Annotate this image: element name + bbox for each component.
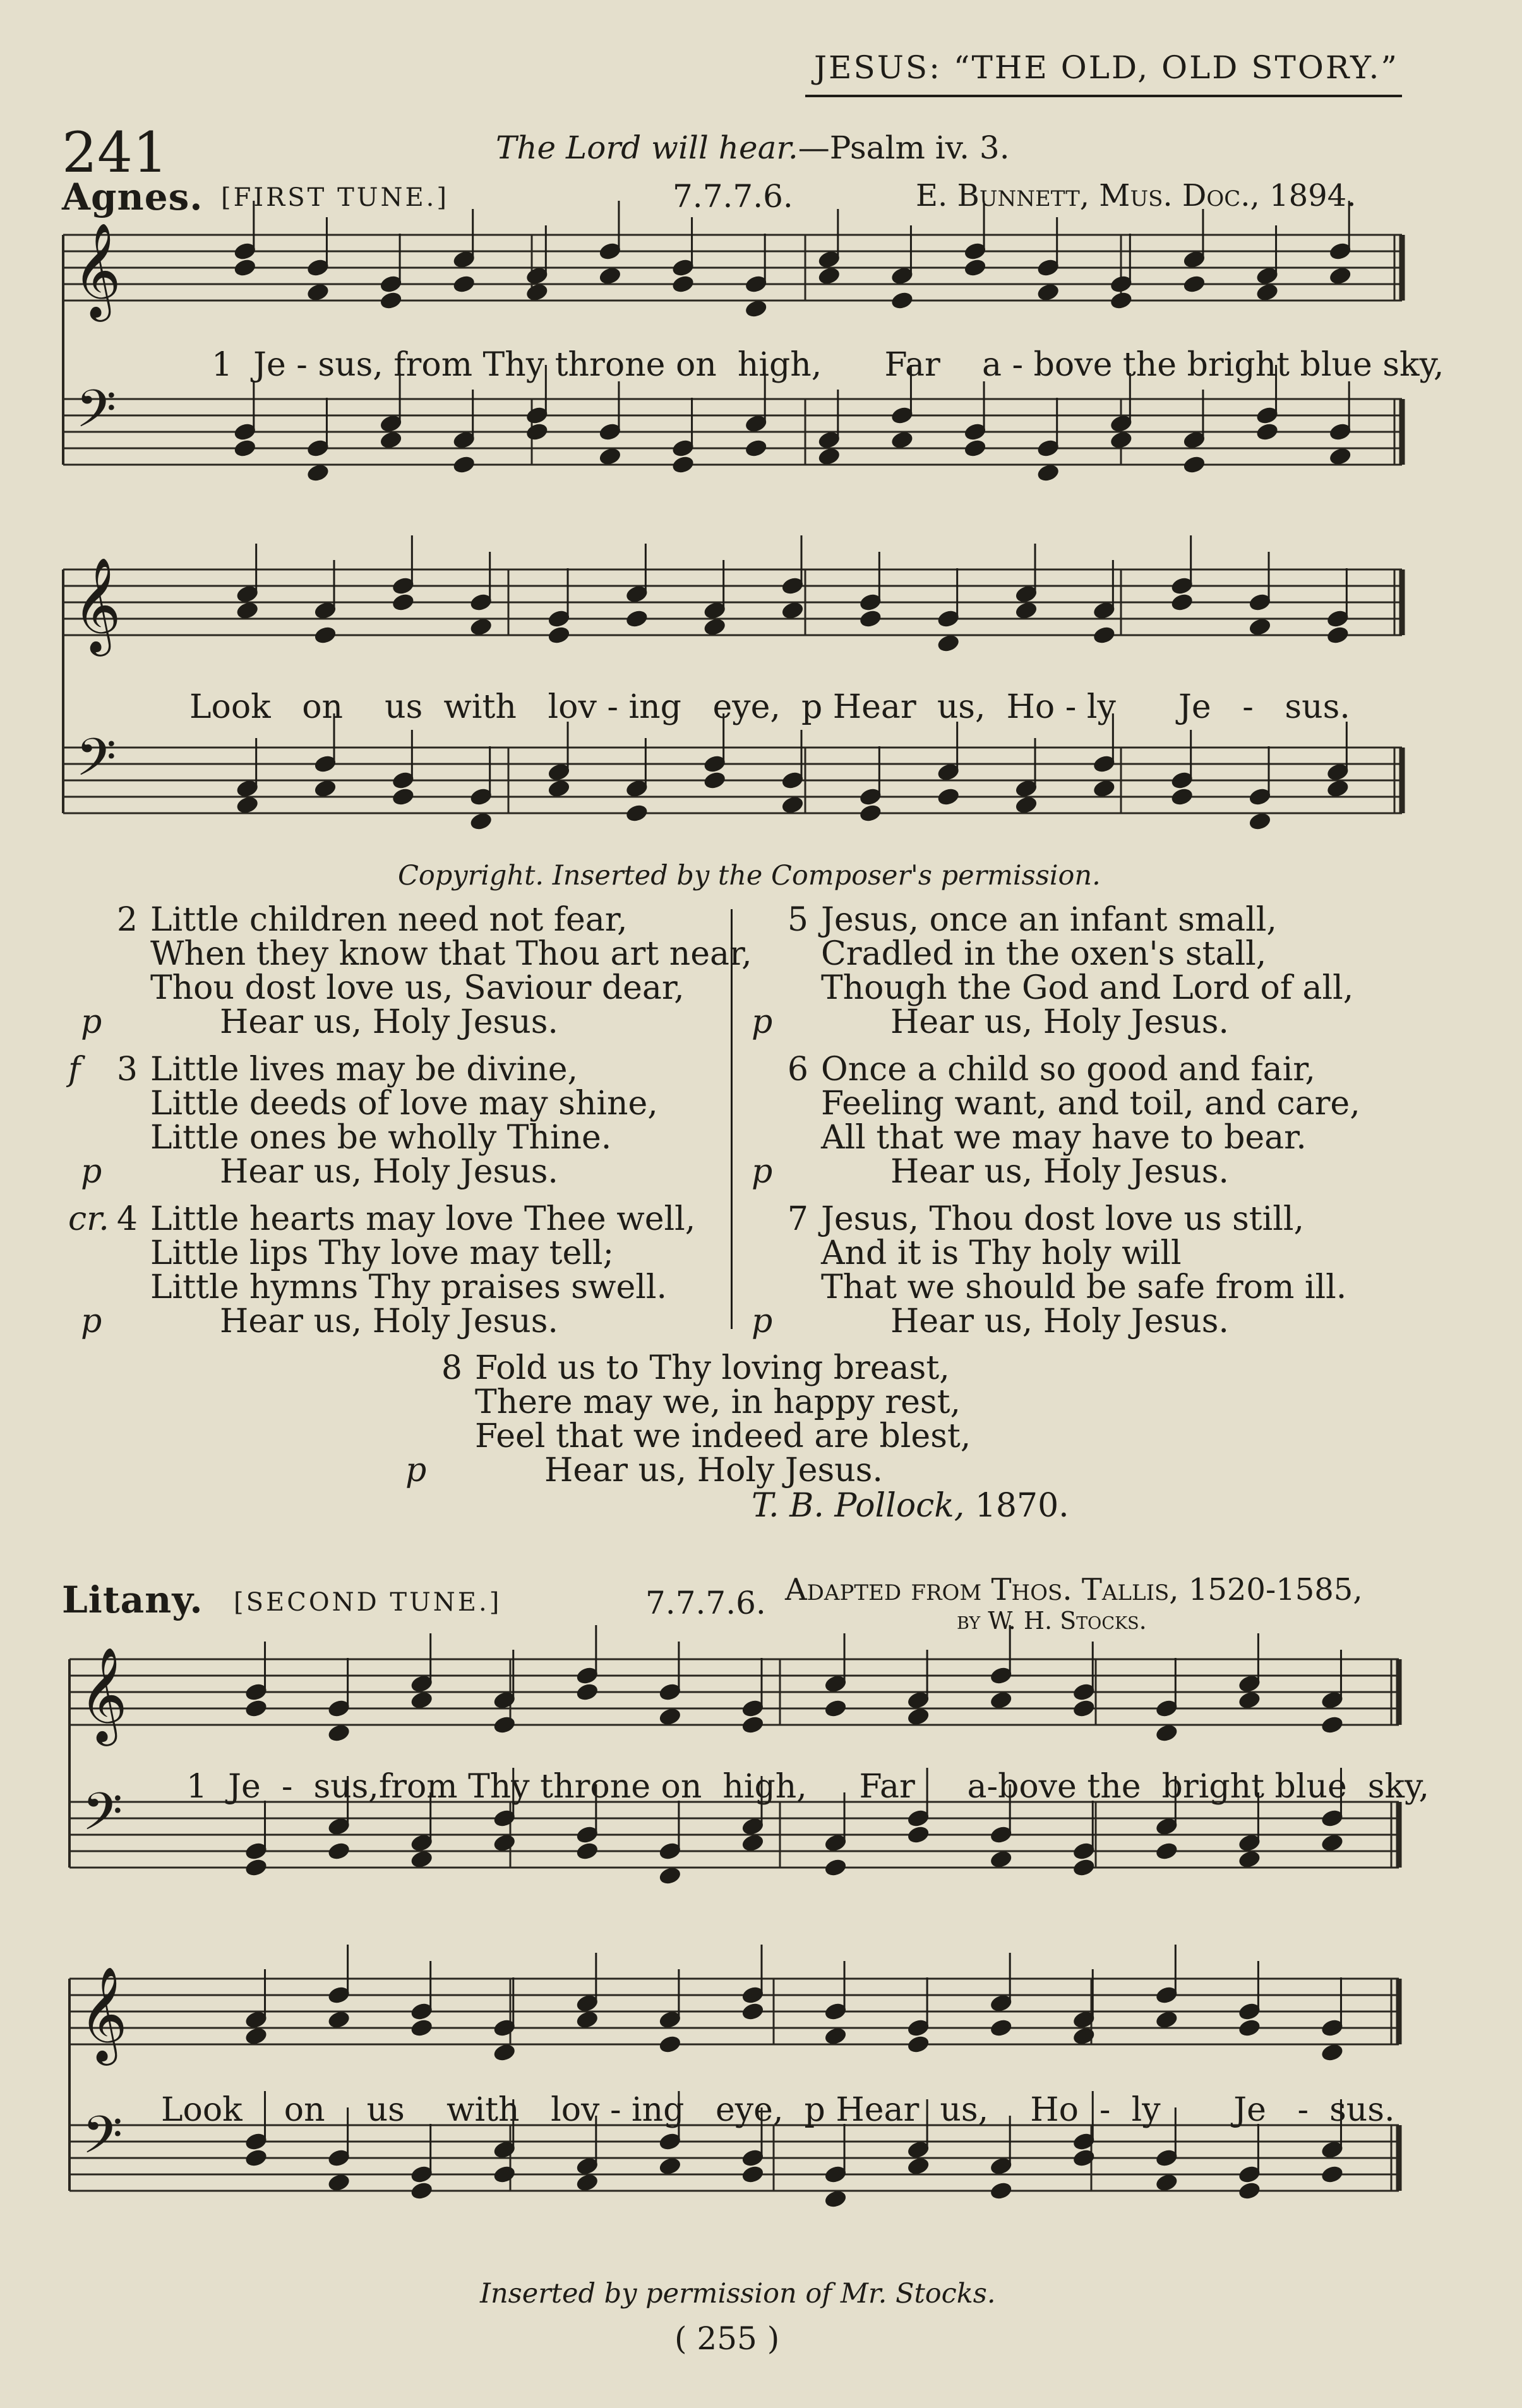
verse-number: 8 [441,1349,462,1387]
first-tune-composer: E. Bunnett, Mus. Doc., 1894. [916,178,1357,213]
first-tune-copyright: Copyright. Inserted by the Composer's permission. [398,860,1101,891]
first-tune-label: [FIRST TUNE.] [221,183,449,212]
page-number: ( 255 ) [674,2320,780,2357]
second-tune-permission: Inserted by permission of Mr. Stocks. [480,2278,996,2310]
second-tune-lyrics-line-2: Look on us with lov - ing eye, p Hear us, Ho - ly Je - sus. [161,2091,1395,2129]
verse-line: Thou dost love us, Saviour dear, [150,969,685,1007]
second-tune-label: [SECOND TUNE.] [234,1588,502,1617]
verse-line: And it is Thy holy will [821,1234,1182,1272]
second-tune-meter: 7.7.7.6. [645,1585,766,1621]
refrain-dynamic: p [752,1153,773,1191]
verse-dynamic: cr. [68,1200,109,1238]
refrain-dynamic: p [752,1003,773,1041]
verse-line: Little lips Thy love may tell; [150,1234,614,1272]
verse-line: Jesus, once an infant small, [821,901,1277,939]
verse-refrain: Hear us, Holy Jesus. [220,1003,558,1041]
verse-line: Little lives may be divine, [150,1051,578,1088]
svg-text:𝄞: 𝄞 [79,1965,128,2061]
verse-line: Little hearts may love Thee well, [150,1200,696,1238]
refrain-dynamic: p [81,1003,102,1041]
verse-line: Little children need not fear, [150,901,628,939]
author-year: 1870. [964,1487,1069,1525]
svg-text:𝄢: 𝄢 [76,378,117,452]
second-tune-name: Litany. [62,1578,203,1621]
refrain-dynamic: p [752,1302,773,1340]
verse-dynamic: f [68,1051,81,1088]
scripture-quote: The Lord will hear. [496,129,798,166]
hymn-author [752,1487,1069,1525]
verse-line: All that we may have to bear. [821,1119,1307,1157]
svg-text:𝄢: 𝄢 [82,1781,123,1855]
second-tune-arranger: by W. H. Stocks. [957,1607,1147,1635]
verse-line: Fold us to Thy loving breast, [475,1349,950,1387]
verse-refrain: Hear us, Holy Jesus. [220,1153,558,1191]
second-tune-lyrics-line-1: 1 Je - sus,from Thy throne on high, Far a-bove the bright blue sky, [186,1768,1429,1806]
svg-text:𝄢: 𝄢 [82,2104,123,2178]
scripture-citation: —Psalm iv. 3. [798,129,1010,166]
verse-line: There may we, in happy rest, [475,1383,961,1421]
verse-line: When they know that Thou art near, [150,935,752,973]
verse-refrain: Hear us, Holy Jesus. [544,1451,883,1489]
verse-line: Jesus, Thou dost love us still, [821,1200,1305,1238]
verse-number: 5 [787,901,808,939]
first-tune-lyrics-line-1: 1 Je - sus, from Thy throne on high, Far a - bove the bright blue sky, [212,346,1444,384]
verse-line: Little deeds of love may shine, [150,1085,658,1123]
svg-text:𝄞: 𝄞 [73,222,121,318]
verse-line: Though the God and Lord of all, [821,969,1354,1007]
refrain-dynamic: p [81,1153,102,1191]
verse-number: 7 [787,1200,808,1238]
verse-refrain: Hear us, Holy Jesus. [890,1153,1229,1191]
running-head: JESUS: “THE OLD, OLD STORY.” [813,49,1399,86]
verse-refrain: Hear us, Holy Jesus. [220,1302,558,1340]
svg-text:𝄞: 𝄞 [79,1646,128,1742]
verse-refrain: Hear us, Holy Jesus. [890,1003,1229,1041]
verse-number: 6 [787,1051,808,1088]
hymn-number: 241 [62,120,168,185]
author-name: T. B. Pollock, [752,1487,965,1525]
second-tune-composer: Adapted from Thos. Tallis, 1520-1585, [785,1572,1363,1607]
verse-number: 3 [116,1051,138,1088]
verse-refrain: Hear us, Holy Jesus. [890,1302,1229,1340]
verse-line: Cradled in the oxen's stall, [821,935,1267,973]
first-tune-meter: 7.7.7.6. [673,178,793,215]
refrain-dynamic: p [405,1451,427,1489]
verse-number: 4 [116,1200,138,1238]
svg-text:𝄢: 𝄢 [76,727,117,801]
first-tune-lyrics-line-2: Look on us with lov - ing eye, p Hear us, Ho - ly Je - sus. [189,688,1350,726]
verse-line: Feel that we indeed are blest, [475,1417,971,1455]
first-tune-name: Agnes. [62,176,203,218]
svg-text:𝄞: 𝄞 [73,556,121,652]
refrain-dynamic: p [81,1302,102,1340]
verse-line: Little ones be wholly Thine. [150,1119,612,1157]
verse-line: Little hymns Thy praises swell. [150,1268,668,1306]
verse-number: 2 [116,901,138,939]
verse-line: Once a child so good and fair, [821,1051,1315,1088]
verse-line: Feeling want, and toil, and care, [821,1085,1360,1123]
verse-line: That we should be safe from ill. [821,1268,1347,1306]
